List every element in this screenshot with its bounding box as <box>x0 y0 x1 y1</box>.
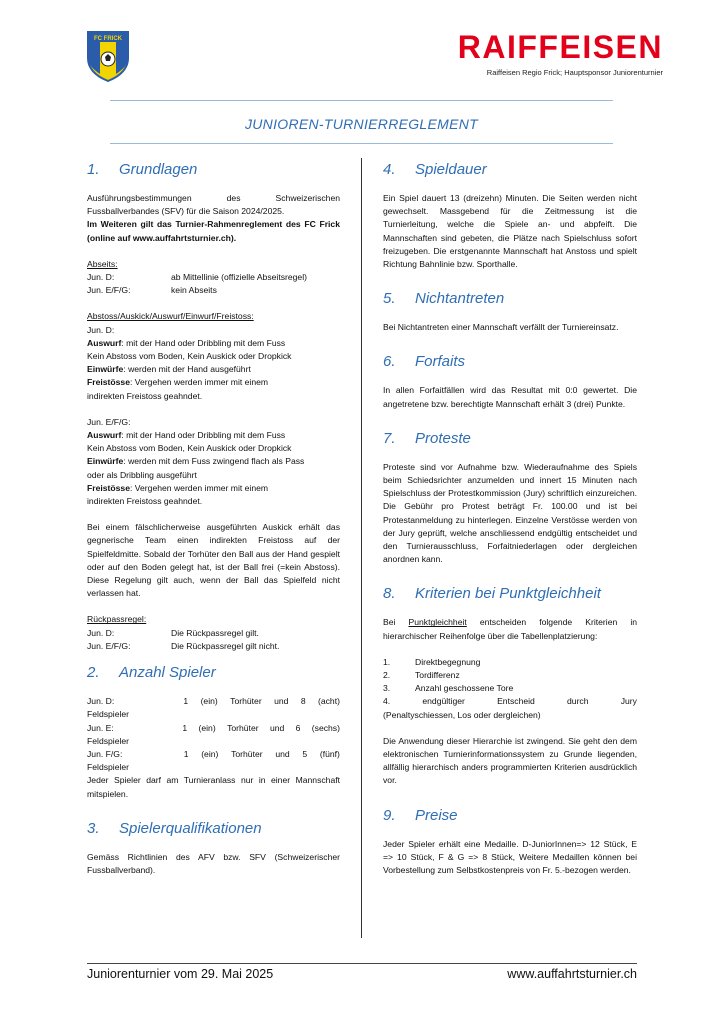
list-text: Anzahl geschossene Tore <box>415 683 514 694</box>
count: 1 <box>183 748 189 759</box>
section-number: 2. <box>87 664 100 682</box>
sponsor-brand <box>458 30 663 77</box>
section-number: 6. <box>383 353 396 371</box>
section-number: 4. <box>383 161 396 178</box>
paragraph-bold: Im Weiteren gilt das Turnier-Rahmenreglement des FC Frick (online auf www.auffahrtsturnier.ch). <box>87 219 340 243</box>
section-title: Grundlagen <box>119 161 198 178</box>
conj: und <box>274 696 289 707</box>
line: Kein Abstoss vom Boden, Kein Auskick oder Dropkick <box>87 443 292 454</box>
list-item <box>383 695 637 708</box>
footer <box>87 967 637 981</box>
list-item <box>383 682 637 695</box>
left-column <box>87 160 340 877</box>
conj: und <box>269 722 285 733</box>
list-number: 2. <box>383 670 391 681</box>
count: 6 <box>295 722 301 733</box>
rule-row <box>87 271 340 284</box>
list-number: 4. <box>383 696 391 707</box>
section-number: 9. <box>383 806 396 824</box>
footer-event: Juniorenturnier vom 29. Mai 2025 <box>87 967 274 981</box>
term-text: : werden mit dem Fuss zwingend flach als Pass <box>123 456 305 467</box>
section-heading-7 <box>383 429 637 449</box>
list-number: 1. <box>383 656 391 667</box>
paragraph: In allen Forfaitfällen wird das Resultat mit 0:0 gewertet. Die angetretene bzw. berechtigte Mannschaft erhält 3 (drei) Punkte. <box>383 385 637 409</box>
paragraph: Bei Nichtantreten einer Mannschaft verfällt der Turniereinsatz. <box>383 322 619 333</box>
role: Torhüter <box>227 722 259 733</box>
section-title: Preise <box>415 806 458 824</box>
term-text: : Vergehen werden immer mit einem <box>130 377 269 388</box>
team-class: Jun. E: <box>87 722 114 733</box>
rule-value: Die Rückpassregel gilt nicht. <box>171 640 280 651</box>
right-column <box>383 160 637 877</box>
role: Feldspieler <box>87 735 130 746</box>
role: Torhüter <box>230 696 262 707</box>
section-title: Nichtantreten <box>415 290 505 308</box>
section-heading-8 <box>383 584 637 604</box>
list-text: Jury <box>620 696 637 707</box>
section-title: Proteste <box>415 429 471 447</box>
player-row <box>87 748 340 774</box>
rule-key: Jun. E/F/G: <box>87 285 131 296</box>
role: Feldspieler <box>87 709 130 720</box>
term: Freistösse <box>87 482 130 493</box>
term: Auswurf <box>87 430 122 441</box>
paragraph: Gemäss Richtlinien des AFV bzw. SFV (Schweizerischer Fussballverband). <box>87 851 340 875</box>
text: Bei <box>383 617 409 628</box>
list-text: endgültiger <box>422 696 465 707</box>
player-row <box>87 695 340 721</box>
term-text: : werden mit der Hand ausgeführt <box>123 364 251 375</box>
column-divider <box>361 158 362 938</box>
line <box>87 376 340 389</box>
team-class: Jun. F/G: <box>87 748 123 759</box>
term-text: : mit der Hand oder Dribbling mit dem Fuss <box>121 337 286 348</box>
role: Feldspieler <box>87 762 130 773</box>
section-number: 1. <box>87 161 100 178</box>
count-word: (ein) <box>198 722 216 733</box>
section-number: 7. <box>383 429 396 447</box>
line: Jun. E/F/G: <box>87 416 131 427</box>
footer-website: www.auffahrtsturnier.ch <box>507 967 637 981</box>
count: 5 <box>302 748 308 759</box>
section-heading-5 <box>383 289 637 309</box>
count-word: (ein) <box>200 696 218 707</box>
document-title: JUNIOREN-TURNIERREGLEMENT <box>244 116 479 132</box>
rule-value: kein Abseits <box>171 285 217 296</box>
subheading: Abstoss/Auskick/Auswurf/Einwurf/Freistoss: <box>87 311 254 322</box>
line: Kein Abstoss vom Boden, Kein Auskick oder Dropkick <box>87 351 292 362</box>
paragraph: Jeder Spieler darf am Turnieranlass nur in einer Mannschaft mitspielen. <box>87 775 340 799</box>
paragraph: Proteste sind vor Aufnahme bzw. Wiederaufnahme des Spiels beim Schiedsrichter anzumelden und innert 15 Minuten nach Spielschluss der Protestkommission (Jury) schriftlich einzureichen. Die Gebühr pro Protest beträgt Fr. 100.00 und ist bei Protestanmeldung zu hinterlegen. Einzelne Verstösse werden von der Jury geprüft, welche anschliessend endgültig entscheidet und den Turnierausschluss, Forfaitniederlagen oder dergleichen anordnen kann. <box>383 461 637 565</box>
line <box>87 482 340 495</box>
line: indirekten Freistoss geahndet. <box>87 390 203 401</box>
count-word: (ein) <box>201 748 219 759</box>
term: Einwürfe <box>87 364 124 375</box>
paragraph <box>383 616 637 642</box>
section-heading-2 <box>87 663 340 683</box>
term-text: : mit der Hand oder Dribbling mit dem Fuss <box>121 430 286 441</box>
section-heading-6 <box>383 352 637 372</box>
conj: und <box>275 748 290 759</box>
section-heading-9 <box>383 806 637 826</box>
paragraph: Bei einem fälschlicherweise ausgeführten Auskick erhält das gegnerische Team einen indirekten Freistoss auf der Spielfeldmitte. Sobald der Torhüter den Ball aus der Hand gespielt oder auf den Boden gelegt hat, ist der Ball frei (=kein Abstoss). Diese Regelung gilt auch, wenn der Ball das Spielfeld nicht verlassen hat. <box>87 522 340 599</box>
line: indirekten Freistoss geahndet. <box>87 496 203 507</box>
line <box>87 455 340 468</box>
list-text: Direktbegegnung <box>415 656 481 667</box>
section-title: Kriterien bei Punktgleichheit <box>415 585 601 603</box>
term: Auswurf <box>87 337 122 348</box>
count: 1 <box>183 696 189 707</box>
count: 8 <box>300 696 306 707</box>
text: entscheiden folgende Kriterien in hierarchischer Reihenfolge über die Tabellenplatzierung: <box>383 617 638 641</box>
rule-value: Die Rückpassregel gilt. <box>171 627 259 638</box>
paragraph: Ein Spiel dauert 13 (dreizehn) Minuten. Die Seiten werden nicht gewechselt. Massgebend für die Zeitmessung ist die Turnierleitung, welche die Spiele an- und abpfeift. Die Mannschaften sind gebeten, die Plätze nach Spielschluss sofort freizugeben. Die erstgenannte Mannschaft hat Anstoss und spielt Richtung Bahnlinie bzw. Sporthalle. <box>383 193 637 270</box>
section-title: Spielerqualifikationen <box>119 819 262 837</box>
rule-row <box>87 640 340 653</box>
club-logo <box>86 30 130 82</box>
subheading: Rückpassregel: <box>87 614 147 625</box>
rule-row <box>87 284 340 297</box>
section-number: 3. <box>87 819 100 837</box>
count: 1 <box>182 722 188 733</box>
line <box>87 337 340 350</box>
section-heading-4 <box>383 160 637 180</box>
term: Freistösse <box>87 377 130 388</box>
paragraph: Jeder Spieler erhält eine Medaille. D-JuniorInnen=> 12 Stück, E => 10 Stück, F & G => 8 Stück, Weitere Medaillen können bei Vorbestellung zum Selbstkostenpreis von Fr. 5.-bezogen werden. <box>383 838 637 876</box>
svg-text:FC FRICK: FC FRICK <box>94 36 122 42</box>
list-text: Tordifferenz <box>415 670 460 681</box>
title-rule-top <box>110 100 613 101</box>
section-number: 8. <box>383 585 396 603</box>
rule-key: Jun. D: <box>87 627 115 638</box>
rule-key: Jun. D: <box>87 272 115 283</box>
footer-rule <box>87 963 637 964</box>
list-item-continued: (Penaltyschiessen, Los oder dergleichen) <box>383 709 541 720</box>
term-text: : Vergehen werden immer mit einem <box>130 482 269 493</box>
line: Jun. D: <box>87 324 115 335</box>
role: Torhüter <box>231 748 263 759</box>
count-word: (sechs) <box>311 722 340 733</box>
count-word: (acht) <box>317 696 340 707</box>
section-title: Forfaits <box>415 353 466 371</box>
section-title: Anzahl Spieler <box>119 664 216 682</box>
rule-key: Jun. E/F/G: <box>87 640 131 651</box>
list-text: Entscheid <box>497 696 535 707</box>
list-item <box>383 656 637 669</box>
player-row <box>87 722 340 748</box>
underlined-term: Punktgleichheit <box>408 617 467 628</box>
list-number: 3. <box>383 683 391 694</box>
line <box>87 429 340 442</box>
list-text: durch <box>567 696 589 707</box>
section-number: 5. <box>383 290 396 308</box>
term: Einwürfe <box>87 456 124 467</box>
team-class: Jun. D: <box>87 696 115 707</box>
rule-row <box>87 627 340 640</box>
section-heading-1 <box>87 160 340 180</box>
line: oder als Dribbling ausgeführt <box>87 469 197 480</box>
subheading: Abseits: <box>87 258 118 269</box>
list-item <box>383 669 637 682</box>
sponsor-subtitle: Raiffeisen Regio Frick; Hauptsponsor Juniorenturnier <box>486 68 663 77</box>
sponsor-name: RAIFFEISEN <box>457 29 663 65</box>
rule-value: ab Mittellinie (offizielle Abseitsregel) <box>171 272 307 283</box>
paragraph: Ausführungsbestimmungen des Schweizerischen Fussballverbandes (SFV) für die Saison 2024/2025. <box>87 193 340 217</box>
count-word: (fünf) <box>319 748 340 759</box>
section-heading-3 <box>87 819 340 839</box>
paragraph: Die Anwendung dieser Hierarchie ist zwingend. Sie geht den dem elektronischen Turnierinformationssystem zu Grunde liegenden, allfällig hierarchisch anders programmierten Kriterien ausdrücklich vor. <box>383 735 637 786</box>
section-title: Spieldauer <box>415 161 487 178</box>
line <box>87 363 340 376</box>
title-rule-bottom <box>110 143 613 144</box>
